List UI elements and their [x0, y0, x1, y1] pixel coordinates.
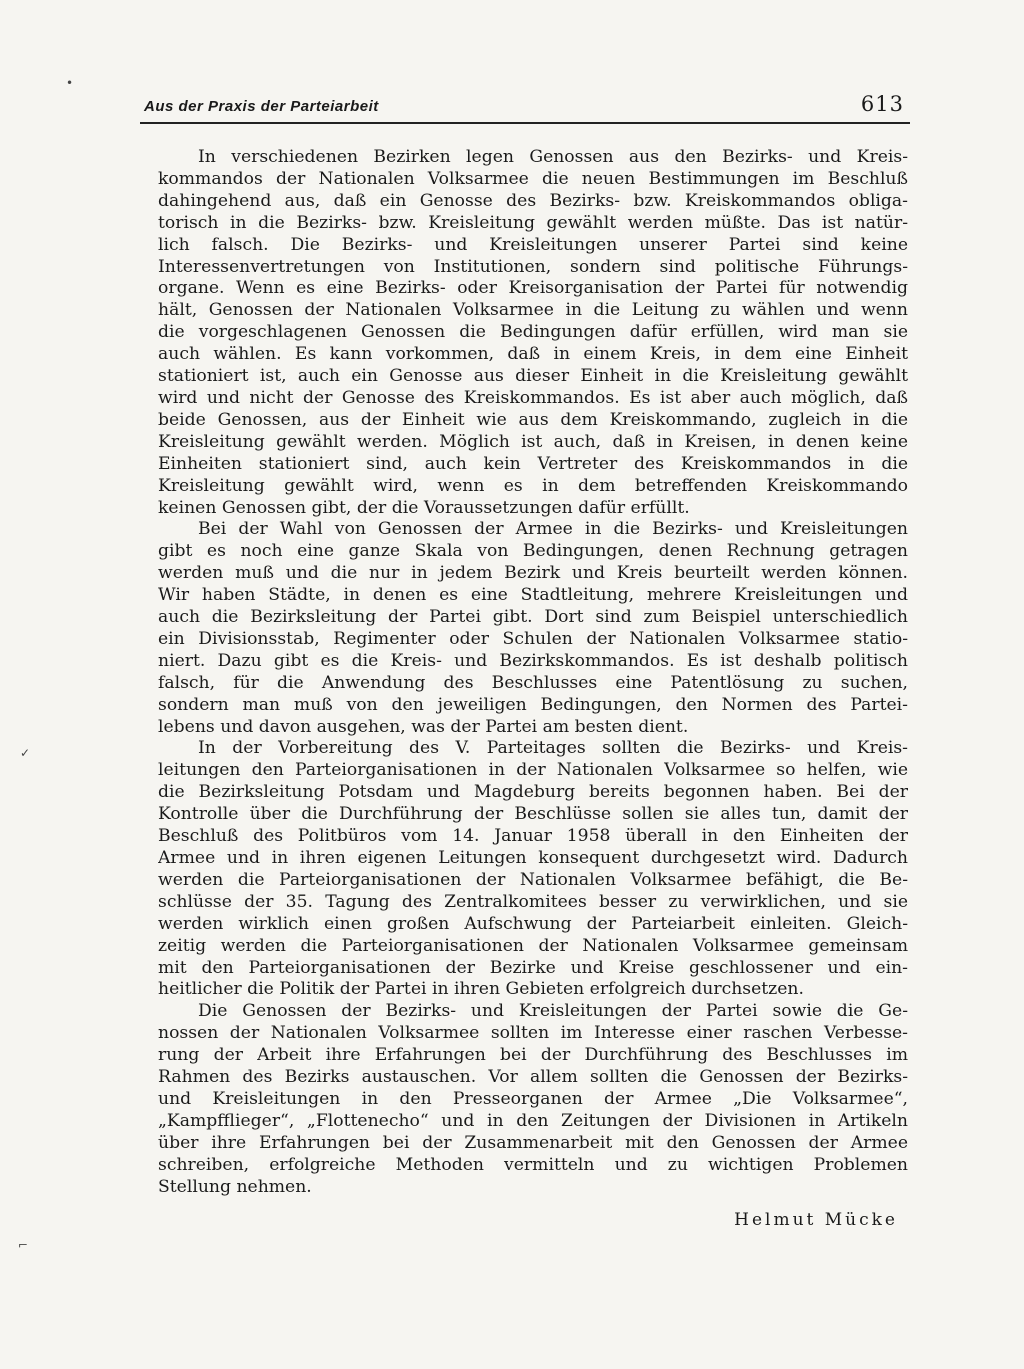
margin-tick: ⌐ — [18, 1238, 29, 1252]
text-line: niert. Dazu gibt es die Kreis- und Bezirkskommandos. Es ist deshalb politisch — [158, 650, 908, 671]
text-line: schreiben, erfolgreiche Methoden vermitteln und zu wichtigen Problemen — [158, 1154, 908, 1175]
text-line: Stellung nehmen. — [158, 1176, 312, 1197]
text-line: leitungen den Parteiorganisationen in der Nationalen Volksarmee so helfen, wie — [158, 760, 908, 781]
page-number: 613 — [860, 92, 904, 116]
text-line: Einheiten stationiert sind, auch kein Vertreter des Kreiskommandos in die — [158, 453, 908, 474]
text-line: die vorgeschlagenen Genossen die Bedingungen dafür erfüllen, wird man sie — [158, 322, 908, 343]
text-line: ein Divisionsstab, Regimenter oder Schulen der Nationalen Volksarmee statio- — [158, 628, 908, 649]
text-line: dahingehend aus, daß ein Genosse des Bezirks- bzw. Kreiskommandos obliga- — [158, 190, 908, 211]
text-line: Interessenvertretungen von Institutionen, sondern sind politische Führungs- — [158, 256, 908, 277]
running-header — [140, 92, 910, 124]
text-line: auch die Bezirksleitung der Partei gibt. Dort sind zum Beispiel unterschiedlich — [158, 607, 908, 628]
text-line: auch wählen. Es kann vorkommen, daß in einem Kreis, in dem eine Einheit — [158, 344, 908, 365]
text-line: Bei der Wahl von Genossen der Armee in die Bezirks- und Kreisleitungen — [198, 519, 908, 540]
text-line: gibt es noch eine ganze Skala von Bedingungen, denen Rechnung getragen — [158, 541, 908, 562]
text-line: hält, Genossen der Nationalen Volksarmee in die Leitung zu wählen und wenn — [158, 300, 908, 321]
paragraph — [158, 738, 908, 1001]
text-line: Rahmen des Bezirks austauschen. Vor allem sollten die Genossen der Bezirks- — [158, 1067, 908, 1088]
text-line: schlüsse der 35. Tagung des Zentralkomitees besser zu verwirklichen, und sie — [158, 891, 908, 912]
text-line: lebens und davon ausgehen, was der Partei am besten dient. — [158, 716, 689, 737]
text-line: In verschiedenen Bezirken legen Genossen aus den Bezirks- und Kreis- — [198, 147, 908, 167]
text-line: Kreisleitung gewählt wird, wenn es in dem betreffenden Kreiskommando — [158, 475, 908, 496]
text-line: Beschluß des Politbüros vom 14. Januar 1958 überall in den Einheiten der — [158, 826, 908, 847]
text-line: keinen Genossen gibt, der die Voraussetzungen dafür erfüllt. — [158, 497, 690, 518]
text-line: Armee und in ihren eigenen Leitungen konsequent durchgesetzt wird. Dadurch — [158, 848, 908, 868]
text-line: Die Genossen der Bezirks- und Kreisleitungen der Partei sowie die Ge- — [198, 1001, 908, 1022]
text-line: über ihre Erfahrungen bei der Zusammenarbeit mit den Genossen der Armee — [158, 1132, 908, 1153]
text-line: Kreisleitung gewählt werden. Möglich ist auch, daß in Kreisen, in denen keine — [158, 431, 908, 452]
text-line: beide Genossen, aus der Einheit wie aus dem Kreiskommando, zugleich in die — [158, 409, 908, 430]
text-line: „Kampfflieger“, „Flottenecho“ und in den Zeitungen der Divisionen in Artikeln — [158, 1110, 908, 1131]
text-line: Kontrolle über die Durchführung der Beschlüsse sollen sie alles tun, damit der — [158, 804, 908, 825]
text-line: heitlicher die Politik der Partei in ihren Gebieten erfolgreich durchsetzen. — [158, 979, 804, 1000]
text-line: Wir haben Städte, in denen es eine Stadtleitung, mehrere Kreisleitungen und — [158, 585, 908, 606]
text-line: wird und nicht der Genosse des Kreiskommandos. Es ist aber auch möglich, daß — [158, 387, 908, 408]
text-line: mit den Parteiorganisationen der Bezirke und Kreise geschlossener und ein- — [158, 957, 908, 978]
text-line: falsch, für die Anwendung des Beschlusses eine Patentlösung zu suchen, — [158, 672, 908, 693]
text-line: die Bezirksleitung Potsdam und Magdeburg bereits begonnen haben. Bei der — [158, 782, 908, 803]
text-line: zeitig werden die Parteiorganisationen der Nationalen Volksarmee gemeinsam — [158, 935, 908, 956]
margin-dot: • — [66, 76, 74, 90]
text-line: sondern man muß von den jeweiligen Bedingungen, den Normen des Partei- — [158, 694, 908, 715]
text-line: organe. Wenn es eine Bezirks- oder Kreisorganisation der Partei für notwendig — [158, 278, 908, 299]
article-body — [158, 147, 908, 1199]
paragraph — [158, 519, 908, 738]
text-line: torisch in die Bezirks- bzw. Kreisleitung gewählt werden müßte. Das ist natür- — [158, 212, 908, 233]
text-line: In der Vorbereitung des V. Parteitages sollten die Bezirks- und Kreis- — [198, 738, 908, 759]
paragraph — [158, 147, 908, 519]
text-line: nossen der Nationalen Volksarmee sollten im Interesse einer raschen Verbesse- — [158, 1023, 908, 1044]
header-title: Aus der Praxis der Parteiarbeit — [144, 98, 379, 115]
text-line: lich falsch. Die Bezirks- und Kreisleitungen unserer Partei sind keine — [158, 234, 908, 255]
text-line: stationiert ist, auch ein Genosse aus dieser Einheit in die Kreisleitung gewählt — [158, 366, 908, 387]
text-line: werden muß und die nur in jedem Bezirk und Kreis beurteilt werden können. — [158, 563, 908, 584]
margin-tick: ✓ — [20, 746, 31, 760]
author-signature: Helmut Mücke — [734, 1210, 898, 1230]
text-line: rung der Arbeit ihre Erfahrungen bei der Durchführung des Beschlusses im — [158, 1045, 908, 1066]
text-line: kommandos der Nationalen Volksarmee die neuen Bestimmungen im Beschluß — [158, 168, 908, 189]
text-line: werden wirklich einen großen Aufschwung der Parteiarbeit einleiten. Gleich- — [158, 913, 908, 934]
text-line: werden die Parteiorganisationen der Nationalen Volksarmee befähigt, die Be- — [158, 869, 908, 890]
paragraph — [158, 1001, 908, 1198]
text-line: und Kreisleitungen in den Presseorganen der Armee „Die Volksarmee“, — [158, 1088, 908, 1109]
